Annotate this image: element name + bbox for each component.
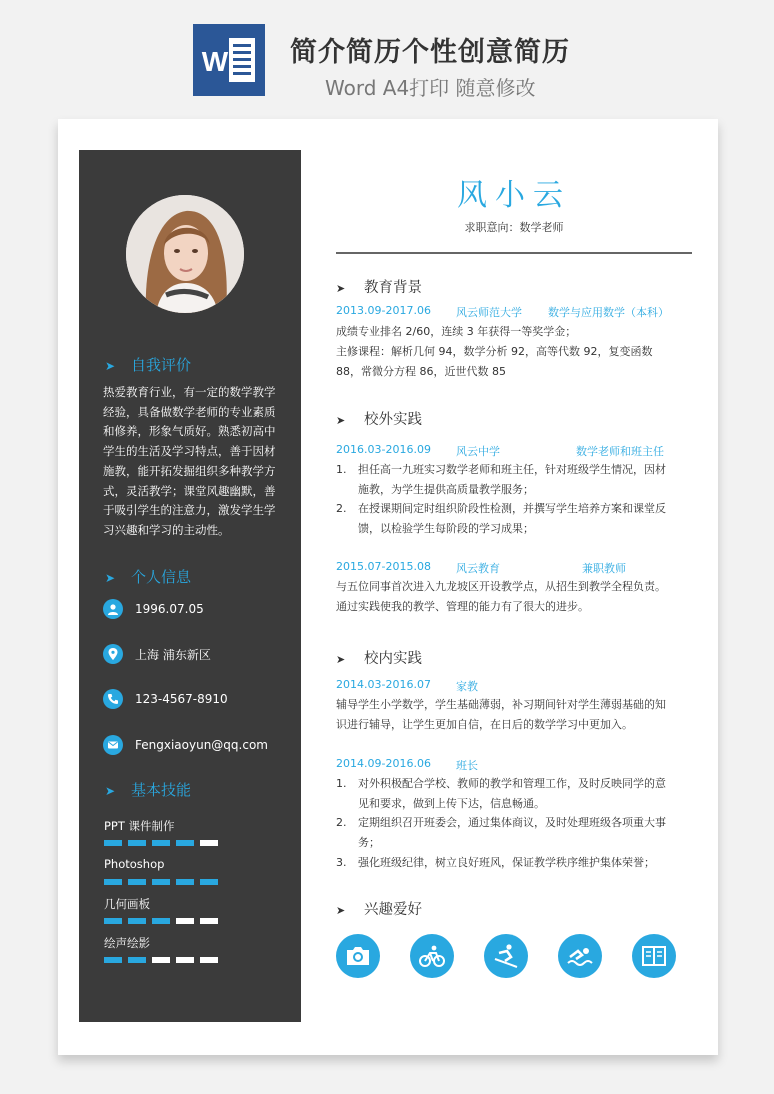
phone-icon (103, 689, 123, 709)
skill-segment (104, 840, 122, 846)
word-logo-icon (193, 24, 265, 96)
period: 2013.09-2017.06 (336, 304, 431, 317)
skill-segment (128, 918, 146, 924)
skill-segment (104, 918, 122, 924)
location-pin-icon (103, 644, 123, 664)
skill-segment (176, 879, 194, 885)
personal-info-heading: ➤ 个人信息 (105, 568, 192, 586)
organization: 风云中学 (456, 445, 500, 458)
external-practice-heading: ➤ 校外实践 (336, 412, 422, 428)
skill-segment (152, 957, 170, 963)
role: 数学老师和班主任 (576, 445, 664, 458)
skill-segment (104, 957, 122, 963)
self-eval-heading: ➤ 自我评价 (105, 356, 192, 374)
major: 数学与应用数学（本科） (548, 306, 669, 319)
skill-segment (104, 879, 122, 885)
list-item: 3. 强化班级纪律，树立良好班风，保证教学秩序维护集体荣誉； (336, 855, 655, 869)
skill-segment (152, 879, 170, 885)
user-icon (103, 599, 123, 619)
skill-segment (176, 957, 194, 963)
external-entry-list (336, 460, 676, 539)
candidate-name: 风小云 (457, 178, 571, 213)
external-entry-text: 与五位同事首次进入九龙坡区开设教学点，从招生到教学全程负责。通过实践使我的教学、管理的能力有了很大的进步。 (336, 580, 666, 613)
skill-segment (200, 957, 218, 963)
skill-segment (128, 840, 146, 846)
skill-segment (200, 879, 218, 885)
list-item: 1. 对外积极配合学校、教师的教学和管理工作，及时反映同学的意见和要求，做到上传下达，信息畅通。 (336, 777, 666, 810)
role: 班长 (456, 759, 478, 772)
skill-level-bar (104, 957, 218, 963)
internal-entry-text: 辅导学生小学数学，学生基础薄弱，补习期间针对学生薄弱基础的知识进行辅导，让学生更加自信，在日后的数学学习中更加入。 (336, 698, 666, 731)
skill-segment (200, 840, 218, 846)
skills-heading: ➤ 基本技能 (105, 781, 192, 799)
education-line: 主修课程：解析几何 94，数学分析 92，高等代数 92，复变函数 88，常微分方程 86，近世代数 85 (336, 345, 653, 378)
school: 风云师范大学 (456, 306, 522, 319)
period: 2014.09-2016.06 (336, 757, 431, 770)
info-location: 上海 浦东新区 (103, 644, 211, 664)
internal-practice-heading: ➤ 校内实践 (336, 651, 422, 667)
skill-name: Photoshop (104, 857, 165, 871)
skill-segment (128, 879, 146, 885)
info-email: Fengxiaoyun@qq.com (103, 735, 268, 755)
skill-segment (176, 918, 194, 924)
period: 2014.03-2016.07 (336, 678, 431, 691)
education-line: 成绩专业排名 2/60，连续 3 年获得一等奖学金； (336, 325, 577, 338)
banner (0, 0, 774, 110)
swimming-icon (558, 934, 602, 978)
cycling-icon (410, 934, 454, 978)
profile-photo (126, 195, 244, 313)
list-item: 2. 定期组织召开班委会，通过集体商议，及时处理班级各项重大事务； (336, 816, 666, 850)
self-eval-text: 热爱教育行业，有一定的数学教学经验，具备做数学老师的专业素质和修养，形象气质好。熟悉初高中学生的生活及学习特点，善于因材施教，能开拓发掘组织多种教学方式，灵活教学；课堂风趣幽默，善于吸引学生的注意力，激发学生学习兴趣和学习的主动性。 (103, 385, 276, 537)
role: 兼职教师 (582, 562, 626, 575)
skill-segment (152, 918, 170, 924)
period: 2016.03-2016.09 (336, 443, 431, 456)
resume-page (58, 119, 718, 1055)
chevron-right-icon: ➤ (105, 784, 116, 798)
info-birth: 1996.07.05 (103, 599, 204, 619)
resume-sidebar (79, 150, 301, 1022)
skill-segment (128, 957, 146, 963)
skill-name: 绘声绘影 (104, 936, 150, 950)
reading-icon (632, 934, 676, 978)
skill-level-bar (104, 840, 218, 846)
chevron-right-icon: ➤ (336, 904, 346, 917)
job-intent: 求职意向：数学老师 (464, 221, 564, 234)
skill-name: PPT 课件制作 (104, 819, 175, 833)
education-heading: ➤ 教育背景 (336, 280, 422, 296)
skill-level-bar (104, 918, 218, 924)
period: 2015.07-2015.08 (336, 560, 431, 573)
skill-level-bar (104, 879, 218, 885)
divider (336, 252, 692, 254)
banner-subtitle: Word A4打印 随意修改 (325, 76, 536, 100)
camera-icon (336, 934, 380, 978)
list-item: 2. 在授课期间定时组织阶段性检测，并撰写学生培养方案和课堂反馈，以检验学生每阶段的学习成果； (336, 502, 666, 536)
organization: 风云教育 (456, 562, 500, 575)
email-icon (103, 735, 123, 755)
chevron-right-icon: ➤ (336, 414, 346, 427)
chevron-right-icon: ➤ (105, 359, 116, 373)
banner-title: 简介简历个性创意简历 (290, 37, 570, 68)
skill-name: 几何画板 (104, 897, 150, 911)
list-item: 1. 担任高一九班实习数学老师和班主任，针对班级学生情况，因材施教，为学生提供高质量教学服务； (336, 463, 666, 496)
skill-segment (176, 840, 194, 846)
svg-text:W: W (201, 46, 229, 77)
info-phone: 123-4567-8910 (103, 689, 228, 709)
hobbies-heading: ➤ 兴趣爱好 (336, 902, 422, 918)
chevron-right-icon: ➤ (336, 282, 346, 295)
internal-entry-list (336, 774, 676, 873)
skiing-icon (484, 934, 528, 978)
skill-segment (200, 918, 218, 924)
chevron-right-icon: ➤ (105, 571, 116, 585)
chevron-right-icon: ➤ (336, 653, 346, 666)
role: 家教 (456, 680, 478, 693)
skill-segment (152, 840, 170, 846)
hobby-icons (336, 934, 676, 978)
